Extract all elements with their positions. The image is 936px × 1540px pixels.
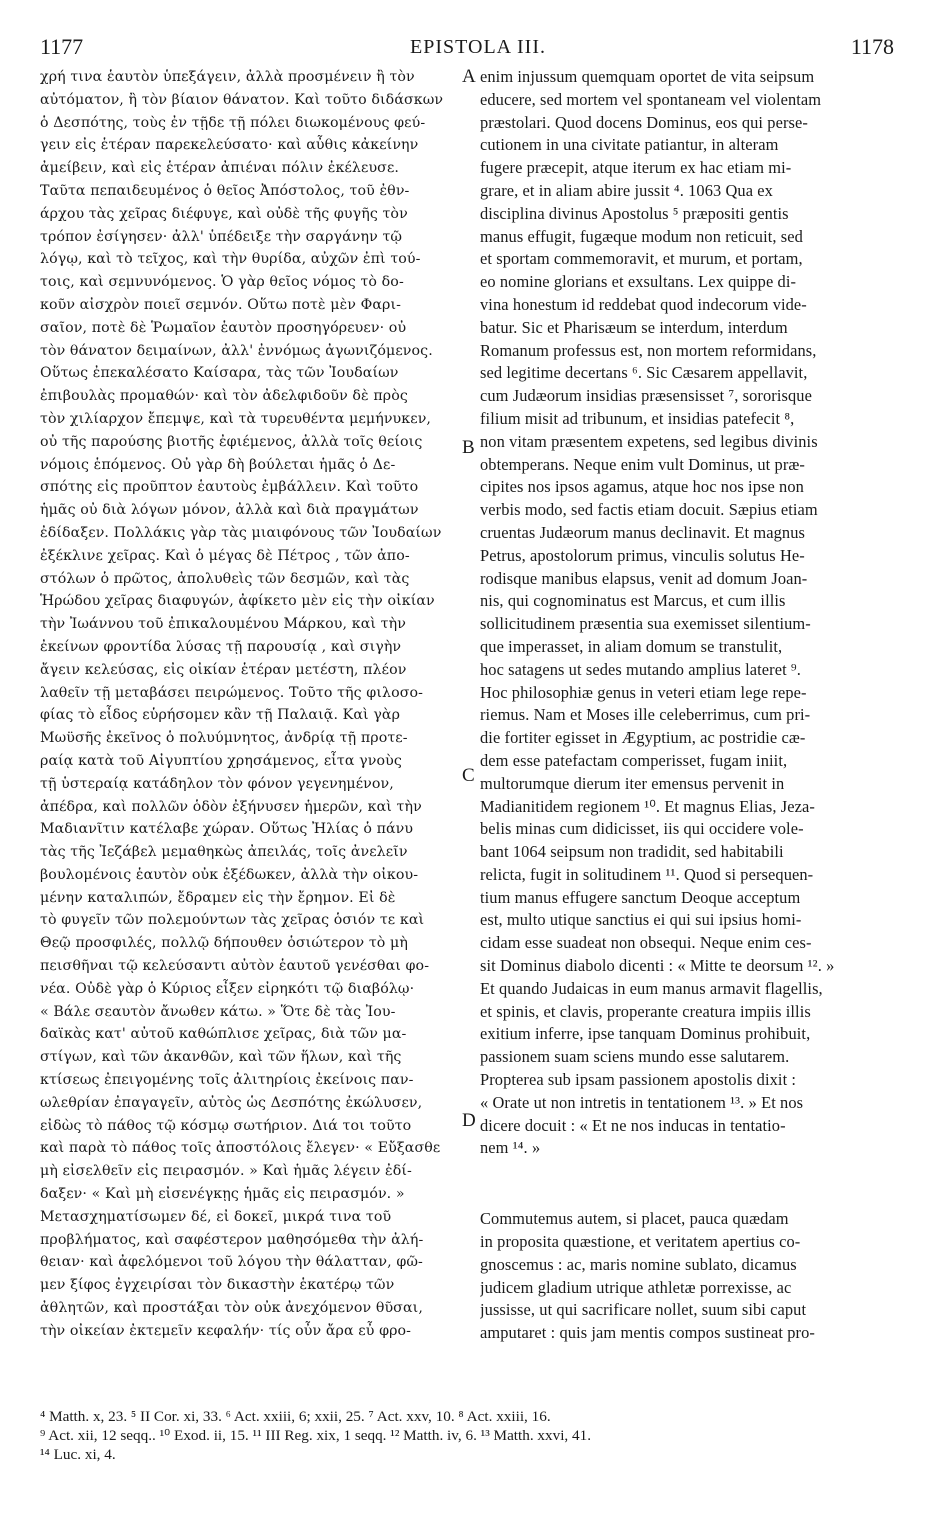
- text-line: τρόπον ἐσίγησεν· ἀλλ' ὑπέδειξε τὴν σαργάνην τῷ: [40, 228, 403, 245]
- text-line: et spinis, et clavis, properante creatura impiis illis: [480, 1001, 811, 1021]
- text-line: δαϊκὰς κατ' αὐτοῦ καθώπλισε χεῖρας, διὰ τῶν μα-: [40, 1026, 407, 1043]
- text-line: Romanum professus est, non mortem reformidans,: [480, 340, 817, 360]
- text-line: passionem suam sciens mundo esse salutarem.: [480, 1047, 790, 1067]
- text-line: τὸν χιλίαρχον ἔπεμψε, καὶ τὰ τυρευθέντα μεμήνυκεν,: [40, 410, 432, 427]
- text-line: gnoscemus : ac, maris nomine sublato, dicamus: [480, 1254, 797, 1274]
- text-line: Hoc philosophiæ genus in veteri etiam lege repe-: [480, 682, 807, 702]
- text-line: que imperasset, in aliam domum se transtulit,: [480, 636, 783, 656]
- text-line: ωλεθρίαν ἐπαγαγεῖν, αὐτὸς ὡς Δεσπότης ἐκώλυσεν,: [40, 1094, 423, 1111]
- text-line: γειν εἰς ἑτέραν παρεκελεύσατο· καὶ αὖθις κἀκείνην: [40, 137, 419, 154]
- text-line: et sportam commemoravit, et murum, et portam,: [480, 249, 803, 269]
- text-line: σαῖον, ποτὲ δὲ Ῥωμαῖον ἑαυτὸν προσηγόρευεν· οὐ: [40, 319, 407, 336]
- text-line: fugere præcepit, atque iterum ex hac etiam mi-: [480, 158, 792, 178]
- text-line: τὸ φυγεῖν τῶν πολεμούντων τὰς χεῖρας ὁσιόν τε καὶ: [40, 912, 425, 929]
- text-line: manus effugit, fugæque modum non reticuit, sed: [480, 226, 803, 246]
- margin-mark-c: C: [462, 765, 475, 786]
- text-line: νέα. Οὐδὲ γὰρ ὁ Κύριος εἶξεν εἰρηκότι τῷ διαβόλῳ·: [40, 980, 415, 997]
- latin-block-continuation: [480, 1208, 913, 1345]
- text-line: βουλομένοις ἑαυτὸν οὐκ ἐξέδωκεν, ἀλλὰ τὴν οἰκου-: [40, 866, 419, 883]
- text-line: educere, sed mortem vel spontaneam vel violentam: [480, 89, 822, 109]
- text-line: disciplina divinus Apostolus ⁵ præpositi gentis: [480, 203, 789, 223]
- text-line: sollicitudinem præsentia sua exemisset silentium-: [480, 614, 811, 634]
- text-line: multorumque dierum iter emensus pervenit in: [480, 773, 785, 793]
- text-line: Et quando Judaicas in eum manus armavit flagellis,: [480, 978, 823, 998]
- text-line: in proposita quæstione, et veritatem apertius co-: [480, 1232, 801, 1252]
- text-line: verbis modo, sed factis etiam docuit. Sæpius etiam: [480, 500, 818, 520]
- text-line: non vitam præsentem expetens, sed legibus divinis: [480, 431, 818, 451]
- page-number-right: 1178: [850, 34, 894, 59]
- margin-mark-a: A: [462, 66, 476, 87]
- page-header: [40, 34, 916, 64]
- text-line: dem esse patefactam comperisset, fugam iniit,: [480, 750, 788, 770]
- text-line: ἄγειν κελεύσας, εἰς οἰκίαν ἑτέραν μετέστη, πλέον: [40, 661, 407, 678]
- text-line: Μωϋσῆς ἐκεῖνος ὁ πολυύμνητος, ἀνδρίᾳ τῇ προτε-: [40, 730, 408, 747]
- text-line: δαξεν· « Καὶ μὴ εἰσενέγκῃς ἡμᾶς εἰς πειρασμόν. »: [40, 1186, 405, 1203]
- text-line: φίας τὸ εἶδος εὑρήσομεν κἂν τῇ Παλαιᾷ. Καὶ γὰρ: [40, 707, 401, 724]
- text-line: filium misit ad tribunum, et insidias patefecit ⁸,: [480, 408, 795, 428]
- text-line: enim injussum quemquam oportet de vita seipsum: [480, 67, 815, 86]
- text-line: πεισθῆναι τῷ κελεύσαντι αὐτὸν ἑαυτοῦ γενέσθαι φο-: [40, 958, 430, 975]
- text-line: jussisse, ut qui sacrificare nollet, suum sibi caput: [480, 1300, 807, 1320]
- text-line: τὴν οἰκείαν ἐκτεμεῖν κεφαλήν· τίς οὖν ἄρα εὖ φρο-: [40, 1322, 412, 1339]
- text-line: vina honestum id reddebat quod indecorum vide-: [480, 294, 807, 314]
- text-line: est, multo utique sanctius ei qui sui ipsius homi-: [480, 910, 802, 930]
- text-line: cipites nos ipsos agamus, atque hoc nos ipse non: [480, 477, 804, 497]
- text-line: κοῦν αἰσχρὸν ποιεῖ σεμνόν. Οὕτω ποτὲ μὲν Φαρι-: [40, 296, 402, 313]
- text-line: sit Dominus diabolo dicenti : « Mitte te deorsum ¹². »: [480, 956, 835, 976]
- text-line: Μαδιανῖτιν κατέλαβε χώραν. Οὕτως Ἠλίας ὁ πάνυ: [40, 821, 414, 838]
- paragraph-gap: [480, 1160, 913, 1208]
- text-line: άρχου τὰς χεῖρας διέφυγε, καὶ οὐδὲ τῆς φυγῆς τὸν: [40, 205, 408, 222]
- text-line: χρή τινα ἑαυτὸν ὑπεξάγειν, ἀλλὰ προσμένειν ἢ τὸν: [40, 69, 415, 85]
- text-line: cidam esse suadeat non obsequi. Neque enim ces-: [480, 933, 812, 953]
- text-line: cruentas Judæorum manus declinavit. Et magnus: [480, 522, 805, 542]
- text-line: ἡμᾶς οὐ διὰ λόγων μόνον, ἀλλὰ καὶ διὰ πραγμάτων: [40, 502, 419, 519]
- margin-mark-b: B: [462, 437, 475, 458]
- text-line: τοις, καὶ σεμνυνόμενος. Ὁ γὰρ θεῖος νόμος τὸ δο-: [40, 274, 404, 291]
- latin-block-main: [480, 66, 913, 1160]
- text-line: εἰδὼς τὸ πάθος τῷ κόσμῳ σωτήριον. Διά τοι τοῦτο: [40, 1117, 412, 1134]
- text-line: τὴν Ἰωάννου τοῦ ἐπικαλουμένου Μάρκου, καὶ τὴν: [40, 616, 406, 633]
- text-line: relicta, fugit in solitudinem ¹¹. Quod si persequen-: [480, 864, 814, 884]
- text-line: στόλων ὁ πρῶτος, ἀπολυθεὶς τῶν δεσμῶν, καὶ τὰς: [40, 570, 410, 587]
- text-line: ἐξέκλινε χεῖρας. Καὶ ὁ μέγας δὲ Πέτρος , τῶν ἀπο-: [40, 547, 410, 564]
- text-line: Θεῷ προσφιλές, πολλῷ δήπουθεν ὁσιώτερον τὸ μὴ: [40, 935, 408, 952]
- text-line: die fortiter egisset in Ægyptium, ac postridie cæ-: [480, 728, 806, 748]
- text-line: Madianitidem regionem ¹⁰. Et magnus Elias, Jeza-: [480, 796, 815, 816]
- text-line: μεν ξίφος ἐγχειρίσαι τὸν δικαστὴν ἑκατέρῳ τῶν: [40, 1277, 395, 1294]
- text-line: κτίσεως ἐπειγομένης τοῖς ἀλιτηρίοις ἐκείνοις παν-: [40, 1072, 414, 1089]
- text-line: ἀθλητῶν, καὶ προστάξαι τὸν οὐκ ἀνεχόμενον θῦσαι,: [40, 1300, 423, 1317]
- text-line: προβλήματος, καὶ σαφέστερον μαθησόμεθα τὴν ἀλή-: [40, 1231, 424, 1248]
- text-line: riemus. Nam et Moses ille celeberrimus, cum pri-: [480, 705, 811, 725]
- text-line: præstolari. Quod docens Dominus, eos qui perse-: [480, 112, 808, 132]
- text-line: Οὕτως ἐπεκαλέσατο Καίσαρα, τὰς τῶν Ἰουδαίων: [40, 365, 399, 382]
- text-line: λόγῳ, καὶ τὸ τεῖχος, καὶ τὴν θυρίδα, αὐχῶν ἐπὶ τού-: [40, 251, 421, 268]
- page-number-left: 1177: [40, 34, 84, 59]
- text-line: « Orate ut non intretis in tentationem ¹³. » Et nos: [480, 1092, 804, 1112]
- text-line: τῇ ὑστεραίᾳ κατάδηλον τὸν φόνον γεγενημένον,: [40, 775, 394, 792]
- text-line: cum Judæorum insidias præsensisset ⁷, sororisque: [480, 386, 812, 406]
- text-line: Μετασχηματίσωμεν δέ, εἰ δοκεῖ, μικρά τινα τοῦ: [40, 1208, 392, 1225]
- text-line: Commutemus autem, si placet, pauca quædam: [480, 1209, 789, 1229]
- text-line: ἐδίδαξεν. Πολλάκις γὰρ τὰς μιαιφόνους τῶν Ἰουδαίων: [40, 524, 442, 541]
- text-line: ἐκείνων φροντίδα λύσας τῇ παρουσίᾳ , καὶ σιγὴν: [40, 638, 402, 655]
- text-line: nem ¹⁴. »: [480, 1138, 541, 1158]
- text-line: θειαν· καὶ ἀφελόμενοι τοῦ λόγου τὴν θάλατταν, φῶ-: [40, 1254, 423, 1271]
- running-title: EPISTOLA III.: [410, 36, 546, 58]
- text-line: στίγων, καὶ τῶν ἀκανθῶν, καὶ τῶν ἥλων, καὶ τῆς: [40, 1049, 402, 1066]
- text-line: « Βάλε σεαυτὸν ἄνωθεν κάτω. » Ὅτε δὲ τὰς Ἰου-: [40, 1003, 396, 1020]
- text-line: τὸν θάνατον δειμαίνων, ἀλλ' ἐννόμως ἀγωνιζόμενος.: [40, 342, 433, 359]
- text-line: ⁴ Matth. x, 23. ⁵ II Cor. xi, 33. ⁶ Act. xxiii, 6; xxii, 25. ⁷ Act. xxv, 10. ⁸ Act. xxiii, 16.: [40, 1408, 551, 1425]
- text-line: tium manus effugere sanctum Deoque acceptum: [480, 887, 801, 907]
- footnotes: [40, 1407, 920, 1464]
- text-line: dicere docuit : « Et ne nos inducas in tentatio-: [480, 1115, 786, 1135]
- text-line: amputaret : quis jam mentis compos sustineat pro-: [480, 1323, 815, 1343]
- text-line: οὐ τῆς παρούσης βιοτῆς ἐφιέμενος, ἀλλὰ τοῖς θείοις: [40, 433, 423, 450]
- text-line: rodisque manibus elapsus, venit ad domum Joan-: [480, 568, 808, 588]
- text-line: obtemperans. Neque enim vult Dominus, ut præ-: [480, 454, 805, 474]
- text-line: Propterea sub ipsam passionem apostolis dixit :: [480, 1070, 797, 1090]
- text-line: αὐτόματον, ἢ τὸν βίαιον θάνατον. Καὶ τοῦτο διδάσκων: [40, 91, 444, 108]
- text-line: judicem gladium utrique athletæ porrexisse, ac: [480, 1277, 792, 1297]
- text-line: ἀπέδρα, καὶ πολλῶν ὁδὸν ἐξήνυσεν ἡμερῶν, καὶ τὴν: [40, 798, 422, 815]
- text-line: Ἡρώδου χεῖρας διαφυγών, ἀφίκετο μὲν εἰς τὴν οἰκίαν: [40, 593, 435, 610]
- text-line: ἀμείβειν, καὶ εἰς ἑτέραν ἀπιέναι πόλιν ἐκέλευσε.: [40, 160, 400, 177]
- text-line: ¹⁴ Luc. xi, 4.: [40, 1446, 116, 1463]
- greek-column: [40, 66, 465, 1343]
- text-line: μὴ εἰσελθεῖν εἰς πειρασμόν. » Καὶ ἡμᾶς λέγειν ἐδί-: [40, 1163, 412, 1180]
- text-line: eo nomine glorians et exsultans. Lex quippe di-: [480, 272, 797, 292]
- text-line: hoc satagens ut sedes mutando amplius lateret ⁹.: [480, 659, 801, 679]
- text-line: ὁ Δεσπότης, τοὺς ἐν τῇδε τῇ πόλει διωκομένους φεύ-: [40, 114, 426, 131]
- latin-column: [480, 66, 913, 1345]
- text-line: λαθεῖν τῇ μεταβάσει πειρώμενος. Τοῦτο τῆς φιλοσο-: [40, 684, 424, 701]
- text-line: ραίᾳ κατὰ τοῦ Αἰγυπτίου χρησάμενος, εἶτα γνοὺς: [40, 752, 402, 769]
- text-line: τὰς τῆς Ἰεζάβελ μεμαθηκὼς ἀπειλάς, τοῖς ἀνελεῖν: [40, 844, 408, 861]
- text-line: ⁹ Act. xii, 12 seqq.. ¹⁰ Exod. ii, 15. ¹¹ III Reg. xix, 1 seqq. ¹² Matth. iv, 6. ¹³ Matth. xxvi, 41.: [40, 1427, 592, 1444]
- text-line: καὶ παρὰ τὸ πάθος τοῖς ἀποστόλοις ἔλεγεν· « Εὔξασθε: [40, 1140, 441, 1157]
- margin-mark-d: D: [462, 1110, 476, 1131]
- text-line: nis, qui cognominatus est Marcus, et cum illis: [480, 591, 786, 611]
- text-line: Petrus, apostolorum primus, vinculis solutus He-: [480, 545, 805, 565]
- text-line: μένην καταλιπών, ἔδραμεν εἰς τὴν ἔρημον. Εἰ δὲ: [40, 889, 396, 906]
- text-line: grare, et in aliam abire jussit ⁴. 1063 Qua ex: [480, 180, 773, 200]
- text-line: σπότης εἰς προῦπτον ἑαυτοὺς ἐμβάλλειν. Καὶ τοῦτο: [40, 479, 419, 496]
- text-line: Ταῦτα πεπαιδευμένος ὁ θεῖος Ἀπόστολος, τοῦ ἐθν-: [40, 182, 410, 199]
- text-line: cutionem in una civitate patiantur, in alteram: [480, 135, 779, 155]
- text-line: exitium inferre, ipse tanquam Dominus prohibuit,: [480, 1024, 811, 1044]
- text-line: batur. Sic et Pharisæum se interdum, interdum: [480, 317, 788, 337]
- text-line: bant 1064 seipsum non tradidit, sed habitabili: [480, 842, 784, 862]
- text-line: νόμοις ἑπόμενος. Οὐ γὰρ δὴ βούλεται ἡμᾶς ὁ Δε-: [40, 456, 396, 473]
- text-line: belis minas cum didicisset, iis qui occidere vole-: [480, 819, 804, 839]
- text-line: sed legitime decertans ⁶. Sic Cæsarem appellavit,: [480, 363, 808, 383]
- text-line: ἐπιβουλὰς προμαθών· καὶ τὸν ἀδελφιδοῦν δὲ πρὸς: [40, 388, 408, 405]
